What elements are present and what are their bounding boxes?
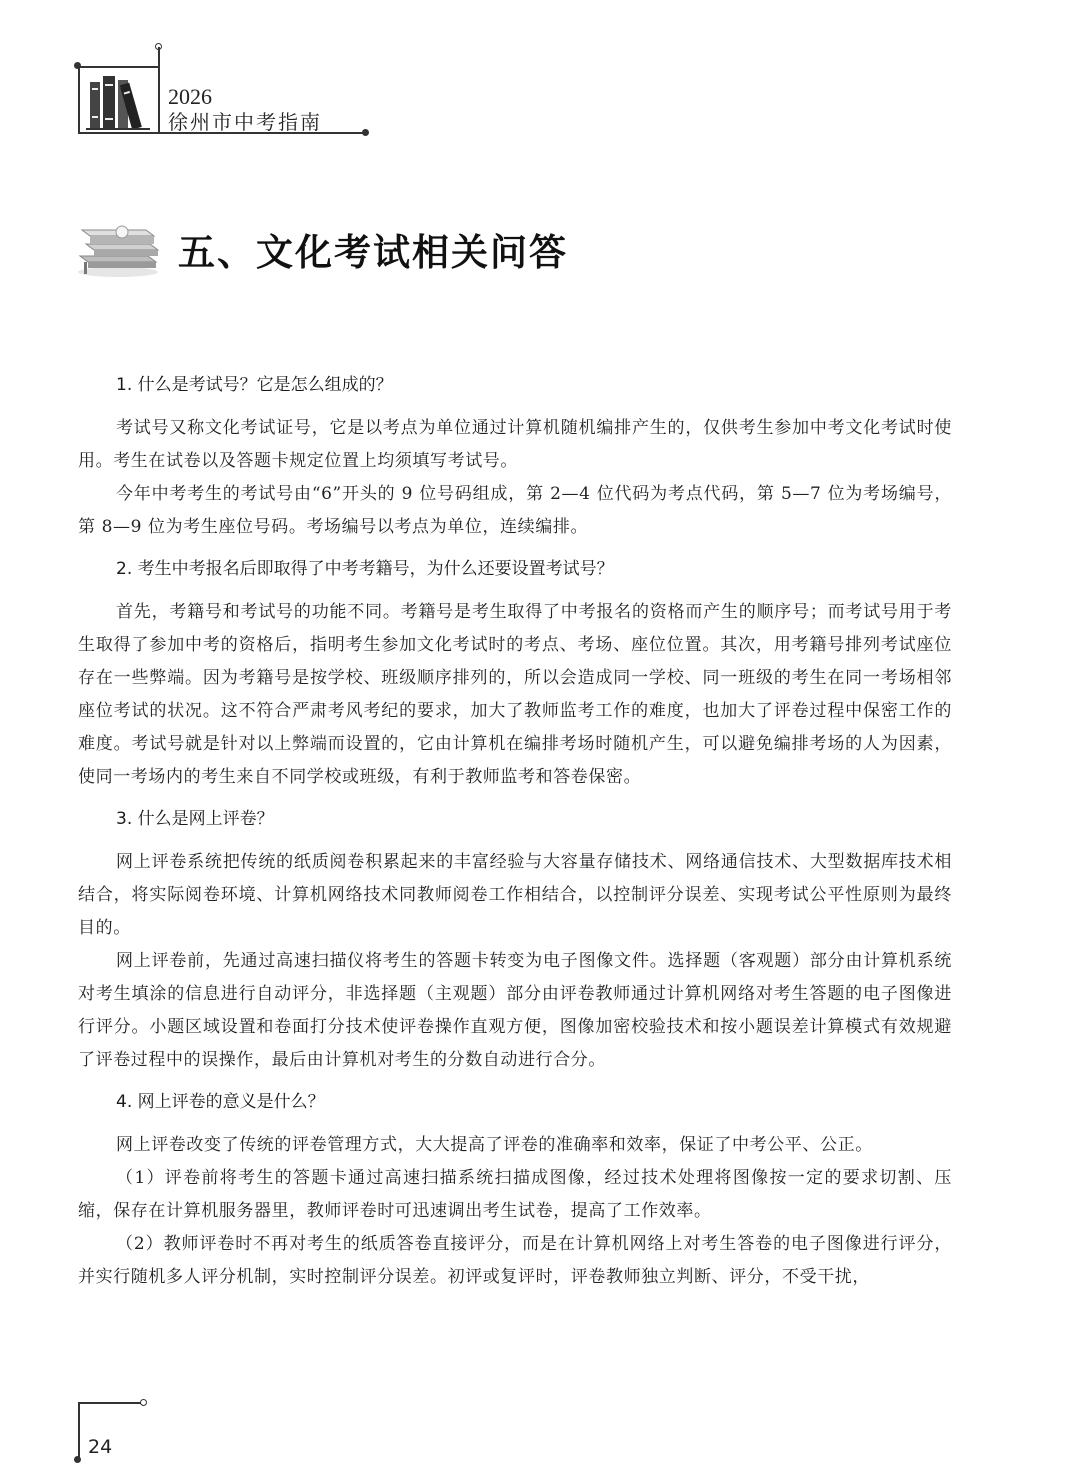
header-title: 徐州市中考指南 — [168, 110, 322, 134]
books-icon — [86, 72, 150, 130]
section-title: 五、文化考试相关问答 — [178, 230, 568, 274]
paragraph: 考试号又称文化考试证号，它是以考点为单位通过计算机随机编排产生的，仅供考生参加中考文化考试时使用。考生在试卷以及答题卡规定位置上均须填写考试号。 — [78, 418, 952, 471]
question-heading: 4. 网上评卷的意义是什么？ — [116, 1092, 325, 1112]
header-frame-top — [78, 66, 158, 68]
paragraph: 今年中考考生的考试号由“6”开头的 9 位号码组成，第 2—4 位代码为考点代码，第 5—7 位为考场编号，第 8—9 位为考生座位号码。考场编号以考点为单位，连续编排。 — [78, 484, 952, 537]
footer-dot-top-right — [140, 1399, 147, 1406]
paragraph: 网上评卷改变了传统的评卷管理方式，大大提高了评卷的准确率和效率，保证了中考公平、公正。 — [116, 1135, 873, 1155]
question-heading: 2. 考生中考报名后即取得了中考考籍号，为什么还要设置考试号？ — [116, 559, 614, 579]
body-content — [78, 370, 952, 1294]
paragraph: （2）教师评卷时不再对考生的纸质答卷直接评分，而是在计算机网络上对考生答卷的电子图像进行评分，并实行随机多人评分机制，实时控制评分误差。初评或复评时，评卷教师独立判断、评分，不受干扰， — [78, 1234, 952, 1287]
paragraph: 网上评卷前，先通过高速扫描仪将考生的答题卡转变为电子图像文件。选择题（客观题）部分由计算机系统对考生填涂的信息进行自动评分，非选择题（主观题）部分由评卷教师通过计算机网络对考生答题的电子图像进行评分。小题区域设置和卷面打分技术使评卷操作直观方便，图像加密校验技术和按小题误差计算模式有效规避了评卷过程中的误操作，最后由计算机对考生的分数自动进行合分。 — [78, 951, 952, 1070]
question-heading: 1. 什么是考试号？它是怎么组成的？ — [116, 375, 393, 395]
footer-dot-bottom-left — [74, 1456, 81, 1463]
header-frame-top-stub — [158, 47, 160, 72]
paragraph: （1）评卷前将考生的答题卡通过高速扫描系统扫描成图像，经过技术处理将图像按一定的要求切割、压缩，保存在计算机服务器里，教师评卷时可迅速调出考生试卷，提高了工作效率。 — [78, 1168, 952, 1221]
question-heading: 3. 什么是网上评卷？ — [116, 809, 274, 829]
stacked-books-icon — [72, 216, 164, 278]
header-year: 2026 — [168, 84, 212, 109]
header-frame-divider — [158, 72, 160, 134]
page-number: 24 — [88, 1436, 113, 1458]
header-frame-left — [78, 66, 80, 132]
paragraph: 首先，考籍号和考试号的功能不同。考籍号是考生取得了中考报名的资格而产生的顺序号；而考试号用于考生取得了参加中考的资格后，指明考生参加文化考试时的考点、考场、座位位置。其次，用考籍号排列考试座位存在一些弊端。因为考籍号是按学校、班级顺序排列的，所以会造成同一学校、同一班级的考生在同一考场相邻座位考试的状况。这不符合严肃考风考纪的要求，加大了教师监考工作的难度，也加大了评卷过程中保密工作的难度。考试号就是针对以上弊端而设置的，它由计算机在编排考场时随机产生，可以避免编排考场的人为因素，使同一考场内的考生来自不同学校或班级，有利于教师监考和答卷保密。 — [78, 602, 952, 787]
footer-frame-top — [78, 1402, 142, 1404]
header-dot-top-left — [74, 62, 81, 69]
header-dot-bottom-right — [362, 129, 369, 136]
paragraph: 网上评卷系统把传统的纸质阅卷积累起来的丰富经验与大容量存储技术、网络通信技术、大型数据库技术相结合，将实际阅卷环境、计算机网络技术同教师阅卷工作相结合，以控制评分误差、实现考试公平性原则为最终目的。 — [78, 852, 952, 938]
footer-frame-left — [78, 1402, 80, 1462]
